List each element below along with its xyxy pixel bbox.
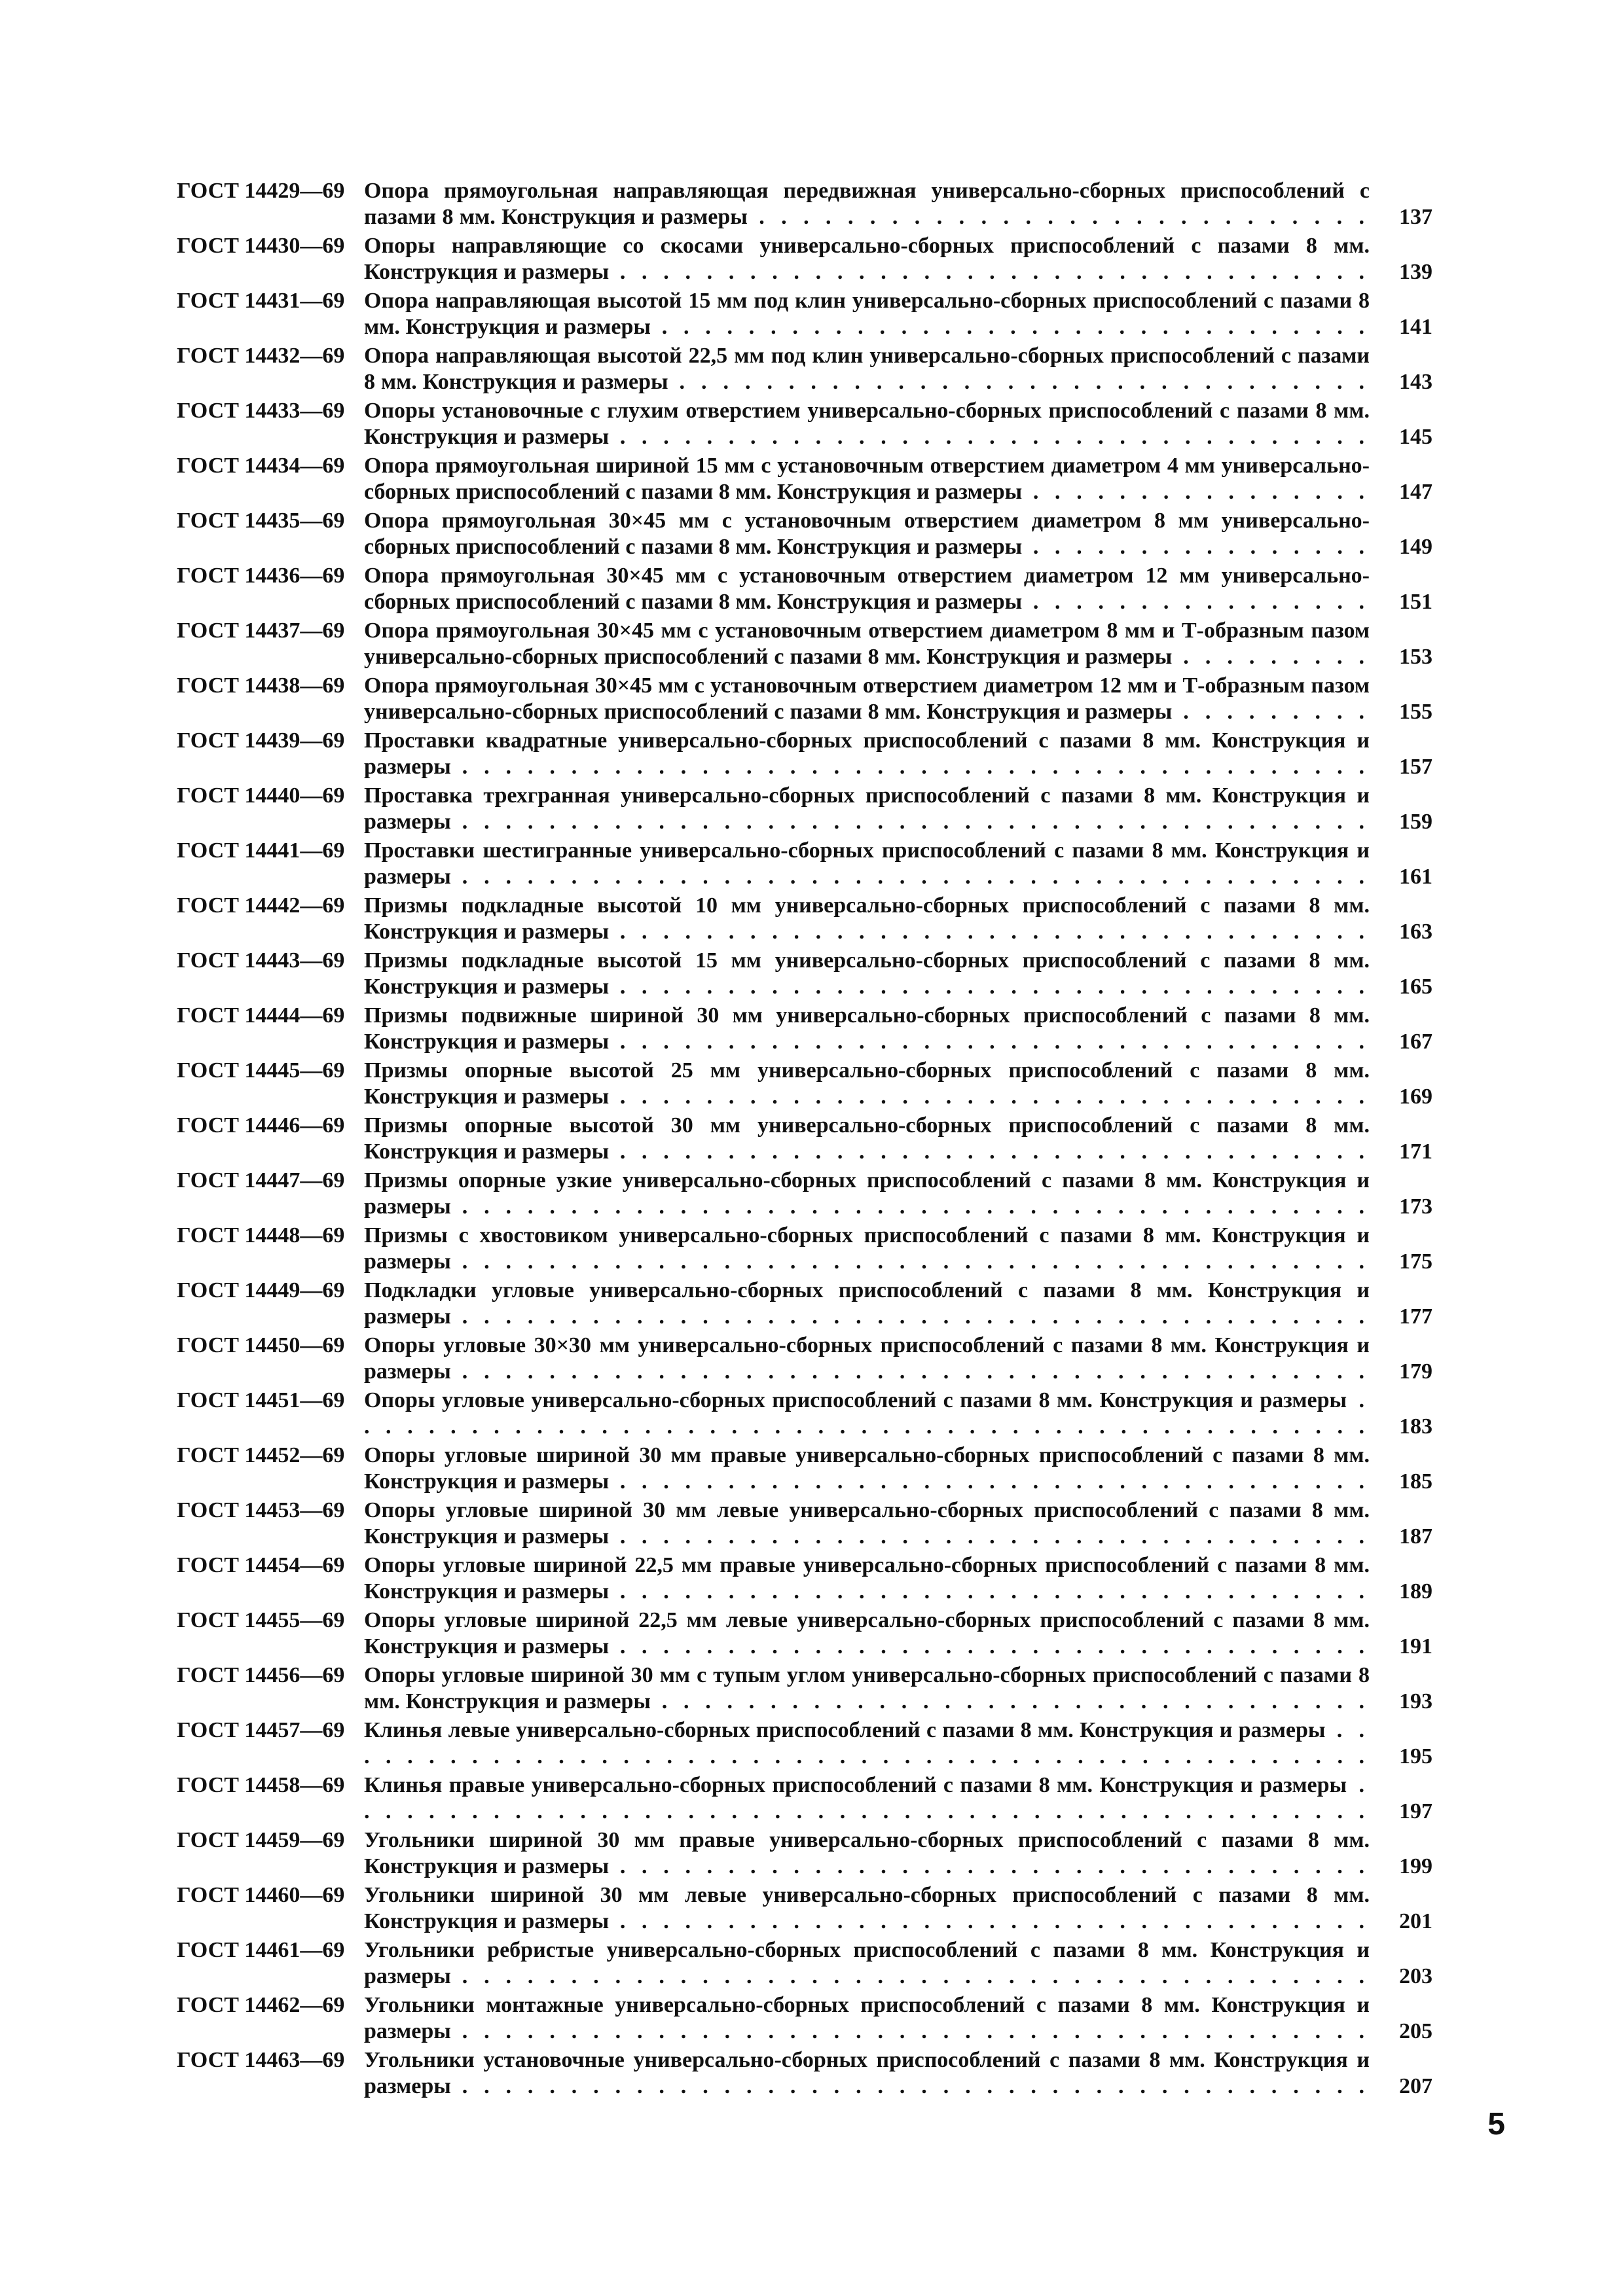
- entry-page: 159: [1399, 810, 1432, 834]
- entry-title: [364, 1333, 1370, 1385]
- standard-number: ГОСТ 14434—69: [177, 454, 345, 478]
- entry-title: [364, 1003, 1370, 1055]
- entry-page: 141: [1399, 315, 1432, 339]
- entry-page: 207: [1399, 2074, 1432, 2098]
- entry-page: 149: [1399, 535, 1432, 559]
- toc-entry-12: [177, 783, 1432, 835]
- standard-number: ГОСТ 14457—69: [177, 1718, 345, 1742]
- entry-page: 155: [1399, 700, 1432, 724]
- toc-entry-24: [177, 1443, 1432, 1495]
- toc-entry-28: [177, 1662, 1432, 1715]
- standard-number: ГОСТ 14463—69: [177, 2048, 345, 2072]
- entry-page: 143: [1399, 370, 1432, 394]
- page-number: 5: [1487, 2107, 1505, 2142]
- toc-entry-4: [177, 343, 1432, 395]
- toc-entry-33: [177, 1937, 1432, 1990]
- toc-entry-18: [177, 1113, 1432, 1165]
- entry-page: 139: [1399, 260, 1432, 284]
- entry-title-text: Угольники шириной 30 мм левые универсально-сборных приспособлений с пазами 8 мм. Конструкция и размеры . . .: [364, 1883, 1370, 1935]
- entry-page: 147: [1399, 480, 1432, 504]
- entry-page: 203: [1399, 1964, 1432, 1988]
- standard-number: ГОСТ 14445—69: [177, 1058, 345, 1083]
- toc-entry-27: [177, 1607, 1432, 1660]
- entry-title-text: Клинья левые универсально-сборных приспособлений с пазами 8 мм. Конструкция и размеры . . .: [364, 1718, 1370, 1770]
- toc-entry-8: [177, 563, 1432, 615]
- toc-entry-32: [177, 1882, 1432, 1935]
- standard-number: ГОСТ 14449—69: [177, 1278, 345, 1302]
- entry-title-text: Опора прямоугольная направляющая передвижная универсально-сборных приспособлений с пазами 8 мм. Конструкция и размеры . . .: [364, 179, 1370, 230]
- toc-entry-1: [177, 178, 1432, 230]
- standard-number: ГОСТ 14456—69: [177, 1663, 345, 1687]
- toc-entry-22: [177, 1333, 1432, 1385]
- entry-title: [364, 893, 1370, 945]
- standard-number: ГОСТ 14441—69: [177, 838, 345, 863]
- toc-entry-19: [177, 1168, 1432, 1220]
- entry-title: [364, 563, 1370, 615]
- entry-title: [364, 1607, 1370, 1660]
- toc-entry-11: [177, 728, 1432, 780]
- entry-title-text: Клинья правые универсально-сборных приспособлений с пазами 8 мм. Конструкция и размеры . . .: [364, 1773, 1370, 1825]
- entry-title-text: Опоры угловые шириной 22,5 мм левые универсально-сборных приспособлений с пазами 8 мм. Конструкция и размеры . . .: [364, 1608, 1370, 1660]
- entry-title-text: Угольники монтажные универсально-сборных приспособлений с пазами 8 мм. Конструкция и размеры . . .: [364, 1993, 1370, 2045]
- standard-number: ГОСТ 14444—69: [177, 1003, 345, 1028]
- entry-title: [364, 343, 1370, 395]
- toc-entry-25: [177, 1498, 1432, 1550]
- entry-title-text: Призмы подкладные высотой 10 мм универсально-сборных приспособлений с пазами 8 мм. Конструкция и размеры . . .: [364, 893, 1370, 945]
- entry-title: [364, 1223, 1370, 1275]
- entry-title-text: Проставки шестигранные универсально-сборных приспособлений с пазами 8 мм. Конструкция и размеры . . .: [364, 838, 1370, 890]
- standard-number: ГОСТ 14429—69: [177, 179, 345, 203]
- standard-number: ГОСТ 14439—69: [177, 728, 345, 753]
- standard-number: ГОСТ 14437—69: [177, 619, 345, 643]
- standard-number: ГОСТ 14455—69: [177, 1608, 345, 1632]
- entry-title-text: Угольники шириной 30 мм правые универсально-сборных приспособлений с пазами 8 мм. Конструкция и размеры . . .: [364, 1828, 1370, 1880]
- entry-page: 195: [1399, 1744, 1432, 1768]
- standard-number: ГОСТ 14462—69: [177, 1993, 345, 2017]
- entry-page: 157: [1399, 755, 1432, 779]
- toc-entry-13: [177, 838, 1432, 890]
- standard-number: ГОСТ 14451—69: [177, 1388, 345, 1412]
- toc-entry-10: [177, 673, 1432, 725]
- entry-title: [364, 1772, 1370, 1825]
- entry-title-text: Призмы с хвостовиком универсально-сборных приспособлений с пазами 8 мм. Конструкция и размеры . . .: [364, 1223, 1370, 1275]
- table-of-contents: [177, 178, 1432, 2102]
- entry-title: [364, 453, 1370, 505]
- entry-page: 151: [1399, 590, 1432, 614]
- entry-page: 187: [1399, 1524, 1432, 1549]
- standard-number: ГОСТ 14450—69: [177, 1333, 345, 1357]
- entry-title-text: Опоры угловые 30×30 мм универсально-сборных приспособлений с пазами 8 мм. Конструкция и размеры . . .: [364, 1333, 1370, 1385]
- entry-title: [364, 618, 1370, 670]
- toc-entry-9: [177, 618, 1432, 670]
- toc-entry-30: [177, 1772, 1432, 1825]
- entry-page: 185: [1399, 1469, 1432, 1494]
- entry-title: [364, 783, 1370, 835]
- entry-title-text: Опоры установочные с глухим отверстием универсально-сборных приспособлений с пазами 8 мм. Конструкция и размеры . . .: [364, 399, 1370, 450]
- standard-number: ГОСТ 14432—69: [177, 344, 345, 368]
- entry-title-text: Опора прямоугольная 30×45 мм с установочным отверстием диаметром 8 мм и Т-образным пазом универсально-сборных приспособлений с пазами 8 мм. Конструкция и размеры . . .: [364, 619, 1370, 670]
- entry-page: 177: [1399, 1304, 1432, 1329]
- entry-title-text: Опоры угловые универсально-сборных приспособлений с пазами 8 мм. Конструкция и размеры . . .: [364, 1388, 1370, 1440]
- entry-title-text: Призмы подкладные высотой 15 мм универсально-сборных приспособлений с пазами 8 мм. Конструкция и размеры . . .: [364, 948, 1370, 1000]
- toc-entry-14: [177, 893, 1432, 945]
- standard-number: ГОСТ 14443—69: [177, 948, 345, 973]
- entry-title-text: Опоры угловые шириной 22,5 мм правые универсально-сборных приспособлений с пазами 8 мм. Конструкция и размеры . . .: [364, 1553, 1370, 1605]
- entry-title: [364, 178, 1370, 230]
- entry-title-text: Опоры угловые шириной 30 мм с тупым углом универсально-сборных приспособлений с пазами 8 мм. Конструкция и размеры . . .: [364, 1663, 1370, 1715]
- standard-number: ГОСТ 14430—69: [177, 234, 345, 258]
- standard-number: ГОСТ 14448—69: [177, 1223, 345, 1247]
- entry-page: 161: [1399, 865, 1432, 889]
- entry-page: 199: [1399, 1854, 1432, 1878]
- entry-title-text: Опоры направляющие со скосами универсально-сборных приспособлений с пазами 8 мм. Конструкция и размеры . . .: [364, 234, 1370, 285]
- entry-title-text: Опора направляющая высотой 15 мм под клин универсально-сборных приспособлений с пазами 8 мм. Конструкция и размеры . . .: [364, 289, 1370, 340]
- entry-page: 189: [1399, 1579, 1432, 1604]
- entry-page: 153: [1399, 645, 1432, 669]
- entry-page: 163: [1399, 920, 1432, 944]
- entry-title: [364, 1937, 1370, 1990]
- standard-number: ГОСТ 14436—69: [177, 564, 345, 588]
- entry-title: [364, 673, 1370, 725]
- standard-number: ГОСТ 14433—69: [177, 399, 345, 423]
- entry-title: [364, 838, 1370, 890]
- entry-title: [364, 1992, 1370, 2045]
- entry-page: 197: [1399, 1799, 1432, 1823]
- entry-title: [364, 2047, 1370, 2100]
- entry-title-text: Проставки квадратные универсально-сборных приспособлений с пазами 8 мм. Конструкция и размеры . . .: [364, 728, 1370, 780]
- standard-number: ГОСТ 14459—69: [177, 1828, 345, 1852]
- entry-title: [364, 1662, 1370, 1715]
- entry-page: 205: [1399, 2019, 1432, 2043]
- entry-page: 165: [1399, 975, 1432, 999]
- toc-entry-3: [177, 288, 1432, 340]
- entry-title-text: Опоры угловые шириной 30 мм правые универсально-сборных приспособлений с пазами 8 мм. Конструкция и размеры . . .: [364, 1443, 1370, 1495]
- toc-entry-29: [177, 1717, 1432, 1770]
- entry-title: [364, 1717, 1370, 1770]
- standard-number: ГОСТ 14461—69: [177, 1938, 345, 1962]
- toc-entry-16: [177, 1003, 1432, 1055]
- standard-number: ГОСТ 14435—69: [177, 509, 345, 533]
- toc-entry-31: [177, 1827, 1432, 1880]
- entry-title-text: Опоры угловые шириной 30 мм левые универсально-сборных приспособлений с пазами 8 мм. Конструкция и размеры . . .: [364, 1498, 1370, 1550]
- toc-entry-15: [177, 948, 1432, 1000]
- entry-page: 193: [1399, 1689, 1432, 1713]
- toc-entry-17: [177, 1058, 1432, 1110]
- entry-title-text: Опора направляющая высотой 22,5 мм под клин универсально-сборных приспособлений с пазами 8 мм. Конструкция и размеры . . .: [364, 344, 1370, 395]
- entry-title: [364, 1498, 1370, 1550]
- entry-title: [364, 233, 1370, 285]
- entry-title-text: Проставка трехгранная универсально-сборных приспособлений с пазами 8 мм. Конструкция и размеры . . .: [364, 783, 1370, 835]
- entry-title: [364, 288, 1370, 340]
- standard-number: ГОСТ 14440—69: [177, 783, 345, 808]
- standard-number: ГОСТ 14454—69: [177, 1553, 345, 1577]
- entry-title: [364, 1168, 1370, 1220]
- entry-page: 169: [1399, 1085, 1432, 1109]
- standard-number: ГОСТ 14453—69: [177, 1498, 345, 1522]
- standard-number: ГОСТ 14438—69: [177, 673, 345, 698]
- entry-title: [364, 1278, 1370, 1330]
- entry-title-text: Угольники ребристые универсально-сборных приспособлений с пазами 8 мм. Конструкция и размеры . . .: [364, 1938, 1370, 1990]
- entry-title: [364, 1552, 1370, 1605]
- entry-page: 167: [1399, 1030, 1432, 1054]
- standard-number: ГОСТ 14431—69: [177, 289, 345, 313]
- entry-title: [364, 1443, 1370, 1495]
- toc-entry-20: [177, 1223, 1432, 1275]
- standard-number: ГОСТ 14446—69: [177, 1113, 345, 1138]
- toc-entry-34: [177, 1992, 1432, 2045]
- entry-title-text: Подкладки угловые универсально-сборных приспособлений с пазами 8 мм. Конструкция и размеры . . .: [364, 1278, 1370, 1330]
- entry-page: 145: [1399, 425, 1432, 449]
- entry-page: 171: [1399, 1139, 1432, 1164]
- entry-title-text: Призмы опорные узкие универсально-сборных приспособлений с пазами 8 мм. Конструкция и размеры . . .: [364, 1168, 1370, 1220]
- entry-title-text: Призмы опорные высотой 30 мм универсально-сборных приспособлений с пазами 8 мм. Конструкция и размеры . . .: [364, 1113, 1370, 1165]
- entry-title: [364, 948, 1370, 1000]
- entry-page: 179: [1399, 1359, 1432, 1384]
- entry-title: [364, 728, 1370, 780]
- toc-entry-2: [177, 233, 1432, 285]
- entry-page: 173: [1399, 1194, 1432, 1219]
- entry-page: 175: [1399, 1249, 1432, 1274]
- entry-title: [364, 398, 1370, 450]
- toc-entry-23: [177, 1388, 1432, 1440]
- entry-title: [364, 1882, 1370, 1935]
- entry-title-text: Угольники установочные универсально-сборных приспособлений с пазами 8 мм. Конструкция и размеры . . .: [364, 2048, 1370, 2100]
- entry-title-text: Опора прямоугольная 30×45 мм с установочным отверстием диаметром 8 мм универсально-сборных приспособлений с пазами 8 мм. Конструкция и размеры . . .: [364, 509, 1370, 560]
- entry-page: 137: [1399, 205, 1432, 229]
- toc-entry-21: [177, 1278, 1432, 1330]
- toc-entry-35: [177, 2047, 1432, 2100]
- standard-number: ГОСТ 14460—69: [177, 1883, 345, 1907]
- entry-title: [364, 1827, 1370, 1880]
- entry-page: 201: [1399, 1909, 1432, 1933]
- standard-number: ГОСТ 14442—69: [177, 893, 345, 918]
- entry-title: [364, 508, 1370, 560]
- toc-entry-7: [177, 508, 1432, 560]
- standard-number: ГОСТ 14452—69: [177, 1443, 345, 1467]
- toc-entry-5: [177, 398, 1432, 450]
- entry-title: [364, 1058, 1370, 1110]
- entry-page: 183: [1399, 1414, 1432, 1439]
- entry-title-text: Призмы подвижные шириной 30 мм универсально-сборных приспособлений с пазами 8 мм. Конструкция и размеры . . .: [364, 1003, 1370, 1055]
- entry-page: 191: [1399, 1634, 1432, 1659]
- entry-title: [364, 1113, 1370, 1165]
- standard-number: ГОСТ 14458—69: [177, 1773, 345, 1797]
- entry-title-text: Опора прямоугольная 30×45 мм с установочным отверстием диаметром 12 мм универсально-сборных приспособлений с пазами 8 мм. Конструкция и размеры . . .: [364, 564, 1370, 615]
- entry-title-text: Призмы опорные высотой 25 мм универсально-сборных приспособлений с пазами 8 мм. Конструкция и размеры . . .: [364, 1058, 1370, 1110]
- toc-entry-26: [177, 1552, 1432, 1605]
- entry-title-text: Опора прямоугольная шириной 15 мм с установочным отверстием диаметром 4 мм универсально-сборных приспособлений с пазами 8 мм. Конструкция и размеры . . .: [364, 454, 1370, 505]
- entry-title-text: Опора прямоугольная 30×45 мм с установочным отверстием диаметром 12 мм и Т-образным пазом универсально-сборных приспособлений с пазами 8 мм. Конструкция и размеры . . .: [364, 673, 1370, 725]
- standard-number: ГОСТ 14447—69: [177, 1168, 345, 1193]
- toc-entry-6: [177, 453, 1432, 505]
- entry-title: [364, 1388, 1370, 1440]
